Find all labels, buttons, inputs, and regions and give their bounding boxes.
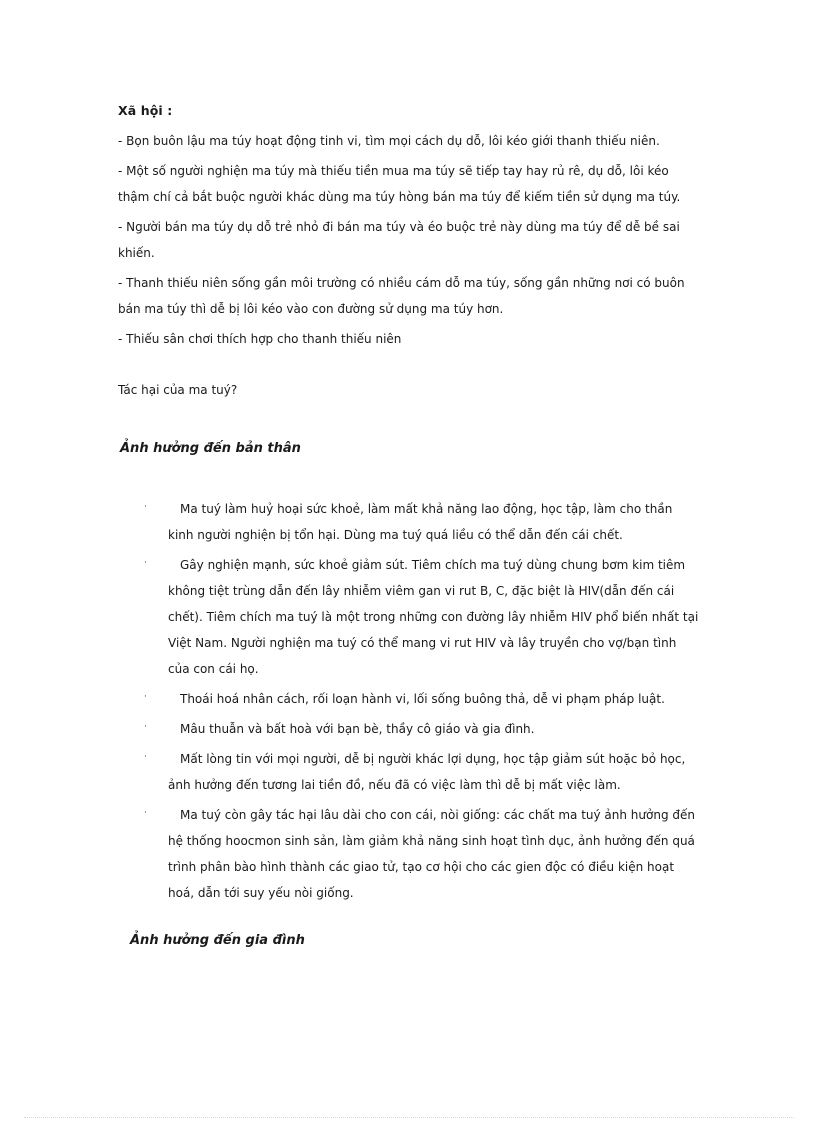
society-item: - Bọn buôn lậu ma túy hoạt động tinh vi, tìm mọi cách dụ dỗ, lôi kéo giới thanh thiếu niên. xyxy=(118,134,660,148)
page-footer-divider xyxy=(24,1117,794,1118)
list-item xyxy=(140,496,700,548)
list-item-text: Mâu thuẫn và bất hoà với bạn bè, thầy cô giáo và gia đình. xyxy=(180,722,535,736)
bullet-icon: · xyxy=(144,502,147,512)
society-heading: Xã hội : xyxy=(118,103,173,118)
family-section-title: Ảnh hưởng đến gia đình xyxy=(130,933,305,948)
self-section-title: Ảnh hưởng đến bản thân xyxy=(120,441,301,456)
list-item-text: Ma tuý làm huỷ hoại sức khoẻ, làm mất khả năng lao động, học tập, làm cho thần kinh người nghiện bị tổn hại. Dùng ma tuý quá liều có thể dẫn đến cái chết. xyxy=(168,502,673,542)
society-item: - Thanh thiếu niên sống gần môi trường có nhiều cám dỗ ma túy, sống gần những nơi có buôn bán ma túy thì dễ bị lôi kéo vào con đường sử dụng ma túy hơn. xyxy=(118,276,685,316)
harm-question: Tác hại của ma tuý? xyxy=(118,383,238,397)
bullet-icon: · xyxy=(144,692,147,702)
list-item xyxy=(140,802,700,906)
bullet-icon: · xyxy=(144,808,147,818)
list-item xyxy=(140,746,700,798)
self-effects-list xyxy=(140,496,700,910)
society-item: - Một số người nghiện ma túy mà thiếu tiền mua ma túy sẽ tiếp tay hay rủ rê, dụ dỗ, lôi kéo thậm chí cả bắt buộc người khác dùng ma túy hòng bán ma túy để kiếm tiền sử dụng ma túy. xyxy=(118,164,681,204)
bullet-icon: · xyxy=(144,722,147,732)
list-item xyxy=(140,686,700,712)
bullet-icon: · xyxy=(144,558,147,568)
list-item-text: Gây nghiện mạnh, sức khoẻ giảm sút. Tiêm chích ma tuý dùng chung bơm kim tiêm không tiệt trùng dẫn đến lây nhiễm viêm gan vi rut B, C, đặc biệt là HIV(dẫn đến cái chết). Tiêm chích ma tuý là một trong những con đường lây nhiễm HIV phổ biến nhất tại Việt Nam. Người nghiện ma tuý có thể mang vi rut HIV và lây truyền cho vợ/bạn tình của con cái họ. xyxy=(168,558,699,676)
society-item: - Thiếu sân chơi thích hợp cho thanh thiếu niên xyxy=(118,332,402,346)
list-item-text: Mất lòng tin với mọi người, dễ bị người khác lợi dụng, học tập giảm sút hoặc bỏ học, ảnh hưởng đến tương lai tiền đồ, nếu đã có việc làm thì dễ bị mất việc làm. xyxy=(168,752,686,792)
society-list xyxy=(118,128,698,356)
bullet-icon: · xyxy=(144,752,147,762)
list-item xyxy=(140,716,700,742)
society-item: - Người bán ma túy dụ dỗ trẻ nhỏ đi bán ma túy và éo buộc trẻ này dùng ma túy để dễ bề sai khiến. xyxy=(118,220,680,260)
list-item-text: Thoái hoá nhân cách, rối loạn hành vi, lối sống buông thả, dễ vi phạm pháp luật. xyxy=(180,692,665,706)
list-item-text: Ma tuý còn gây tác hại lâu dài cho con cái, nòi giống: các chất ma tuý ảnh hưởng đến hệ thống hoocmon sinh sản, làm giảm khả năng sinh hoạt tình dục, ảnh hưởng đến quá trình phân bào hình thành các giao tử, tạo cơ hội cho các gien độc có điều kiện hoạt hoá, dẫn tới suy yếu nòi giống. xyxy=(168,808,695,900)
list-item xyxy=(140,552,700,682)
